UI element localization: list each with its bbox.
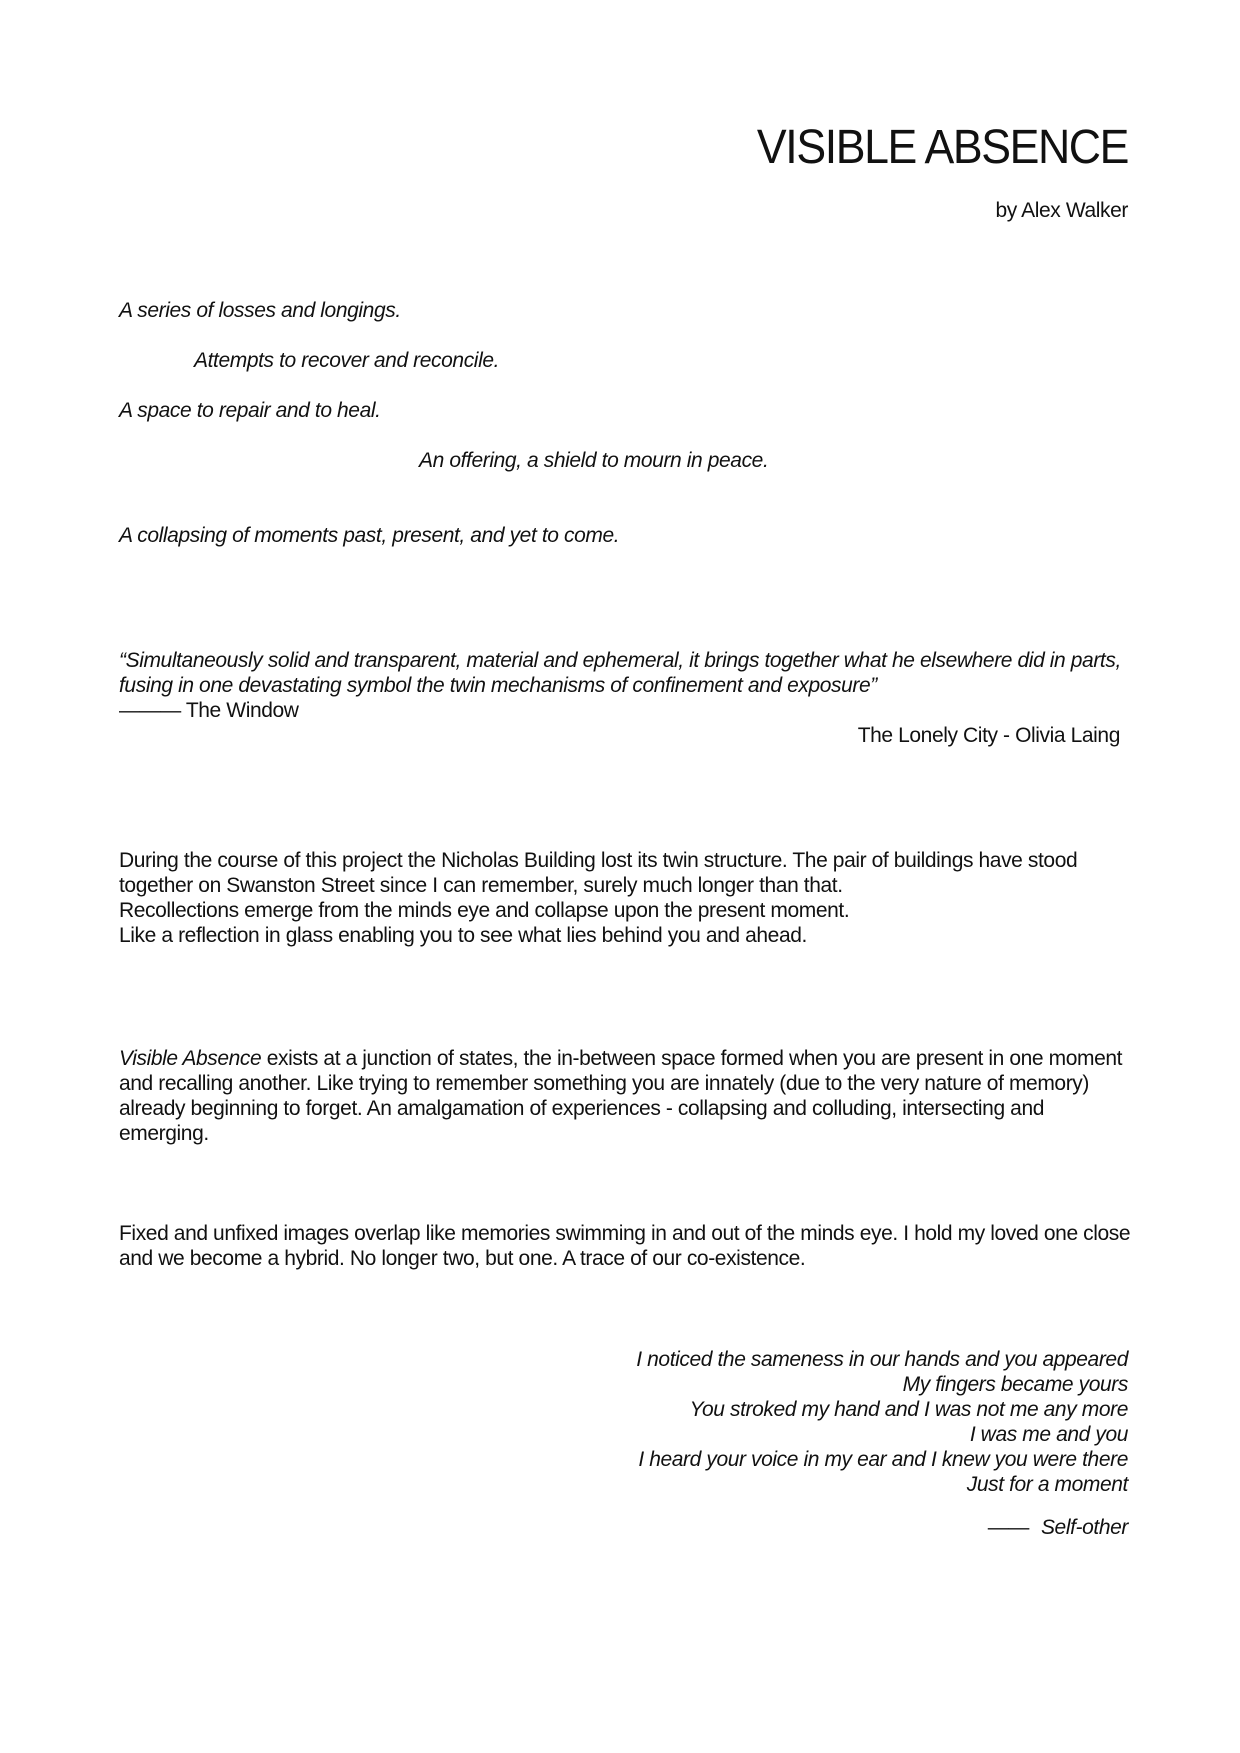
paragraph-hybrid: Fixed and unfixed images overlap like memories swimming in and out of the minds eye. I hold my loved one close and we become a hybrid. No longer two, but one. A trace of our co-existence. (119, 1222, 1131, 1270)
poem-line: I was me and you (969, 1423, 1128, 1446)
intro-line: An offering, a shield to mourn in peace. (419, 449, 769, 472)
paragraph-visible-absence (119, 1046, 1139, 1146)
work-title-italic: Visible Absence (119, 1047, 262, 1070)
paragraph-line: Recollections emerge from the minds eye and collapse upon the present moment. (119, 899, 850, 922)
window-quote (119, 648, 1139, 723)
paragraph-nicholas-building (119, 848, 1139, 948)
poem-line: I heard your voice in my ear and I knew you were there (638, 1448, 1128, 1471)
intro-line: A collapsing of moments past, present, and yet to come. (119, 524, 620, 547)
paragraph-line: During the course of this project the Nicholas Building lost its twin structure. The pair of buildings have stood together on Swanston Street since I can remember, surely much longer than that. (119, 849, 1078, 897)
quote-text: “Simultaneously solid and transparent, material and ephemeral, it brings together what he elsewhere did in parts, fusing in one devastating symbol the twin mechanisms of confinement and exposure” (119, 649, 1121, 697)
poem-line: I noticed the sameness in our hands and you appeared (636, 1348, 1128, 1371)
poem (636, 1347, 1128, 1497)
quote-source: The Lonely City - Olivia Laing (857, 724, 1120, 747)
paragraph-line: Like a reflection in glass enabling you to see what lies behind you and ahead. (119, 924, 807, 947)
paragraph-body: exists at a junction of states, the in-between space formed when you are present in one moment and recalling another. Like trying to remember something you are innately (due to the very nature of memory) already beginning to forget. An amalgamation of experiences - collapsing and colluding, intersecting and emerging. (119, 1047, 1123, 1145)
poem-signature (988, 1515, 1128, 1541)
signature-dash: —— (987, 1516, 1029, 1539)
document-title: VISIBLE ABSENCE (756, 121, 1128, 174)
author-byline: by Alex Walker (995, 199, 1128, 222)
poem-title: Self-other (1040, 1516, 1128, 1539)
intro-line: A series of losses and longings. (119, 299, 401, 322)
intro-line: A space to repair and to heal. (119, 399, 381, 422)
poem-line: Just for a moment (966, 1473, 1128, 1496)
poem-line: You stroked my hand and I was not me any more (689, 1398, 1128, 1421)
poem-line: My fingers became yours (902, 1373, 1128, 1396)
intro-line: Attempts to recover and reconcile. (194, 349, 500, 372)
quote-subject: ——— The Window (119, 699, 299, 722)
